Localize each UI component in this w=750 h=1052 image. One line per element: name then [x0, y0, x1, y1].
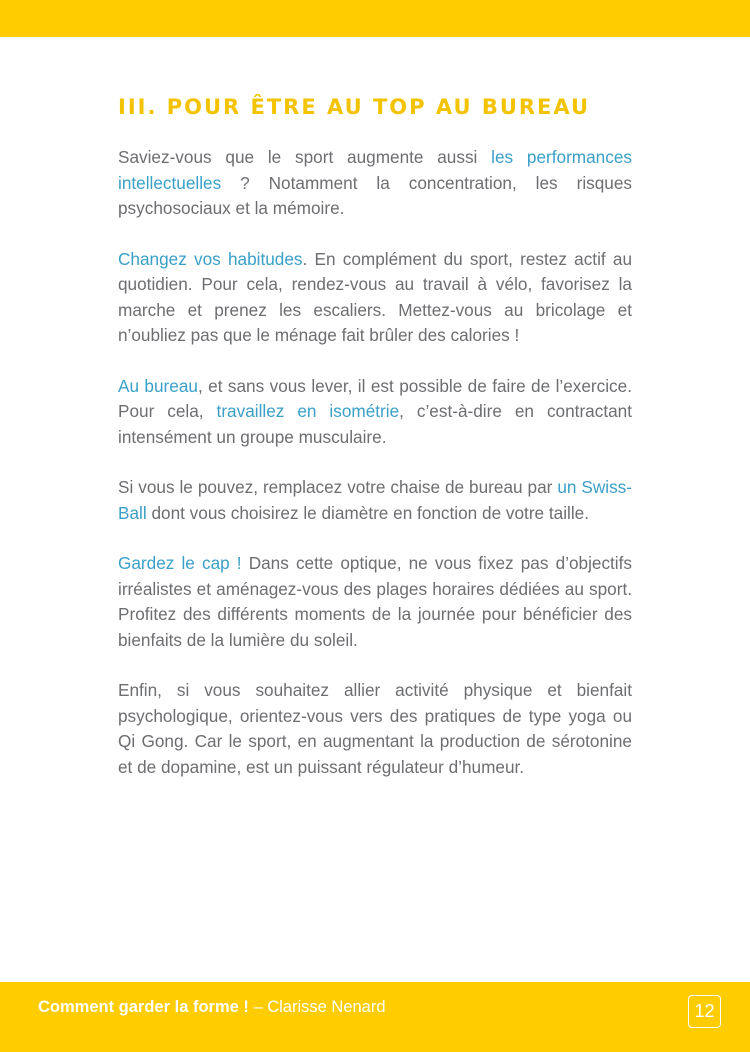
highlight-isometrie: travaillez en isométrie: [216, 401, 400, 421]
paragraph-enfin: [118, 678, 632, 780]
text-run: Enfin, si vous souhaitez allier activité physique et bienfait psychologique, orientez-vous vers des pratiques de type yoga ou Qi Gong. Car le sport, en augmentant la production de sérotonine et de dopamine, est un puissant régulateur d’humeur.: [118, 680, 632, 777]
footer-band: [0, 982, 750, 1052]
paragraph-habitudes: [118, 247, 632, 349]
top-color-band: [0, 0, 750, 37]
paragraph-bureau: [118, 374, 632, 451]
text-run: , c’est-à-dire en contractant intensément un groupe musculaire.: [118, 401, 632, 447]
body-text: [118, 145, 632, 805]
footer-author: – Clarisse Nenard: [248, 998, 386, 1016]
footer-caption: [38, 998, 386, 1017]
page-number: 12: [688, 995, 721, 1028]
highlight-habitudes: Changez vos habitudes: [118, 248, 303, 269]
text-run: dont vous choisirez le diamètre en fonction de votre taille.: [146, 502, 590, 523]
text-run: . En complément du sport, restez actif au quotidien. Pour cela, rendez-vous au travail à vélo, favorisez la marche et prenez les escaliers. Mettez-vous au bricolage et n’oubliez pas que le ménage fait brûler des calories !: [118, 248, 633, 345]
highlight-gardez-le-cap: Gardez le cap !: [118, 553, 242, 573]
paragraph-swiss-ball: [118, 475, 632, 526]
section-heading: III. POUR ÊTRE AU TOP AU BUREAU: [118, 95, 591, 119]
text-run: Dans cette optique, ne vous fixez pas d’objectifs irréalistes et aménagez-vous des plages horaires dédiées au sport. Profitez des différents moments de la journée pour bénéficier des bienfaits de la lumière du soleil.: [118, 553, 632, 650]
highlight-au-bureau: Au bureau: [118, 375, 198, 396]
highlight-swiss-ball: un Swiss-Ball: [118, 477, 633, 523]
paragraph-performances: [118, 145, 632, 222]
text-run: Saviez-vous que le sport augmente aussi: [118, 147, 492, 167]
paragraph-gardez-le-cap: [118, 551, 632, 653]
text-run: Si vous le pouvez, remplacez votre chaise de bureau par: [118, 477, 558, 497]
highlight-performances: les performances intellectuelles: [118, 147, 632, 193]
footer-title: Comment garder la forme !: [38, 998, 249, 1016]
text-run: , et sans vous lever, il est possible de faire de l’exercice. Pour cela,: [118, 375, 632, 421]
text-run: ? Notamment la concentration, les risques psychosociaux et la mémoire.: [118, 172, 632, 218]
